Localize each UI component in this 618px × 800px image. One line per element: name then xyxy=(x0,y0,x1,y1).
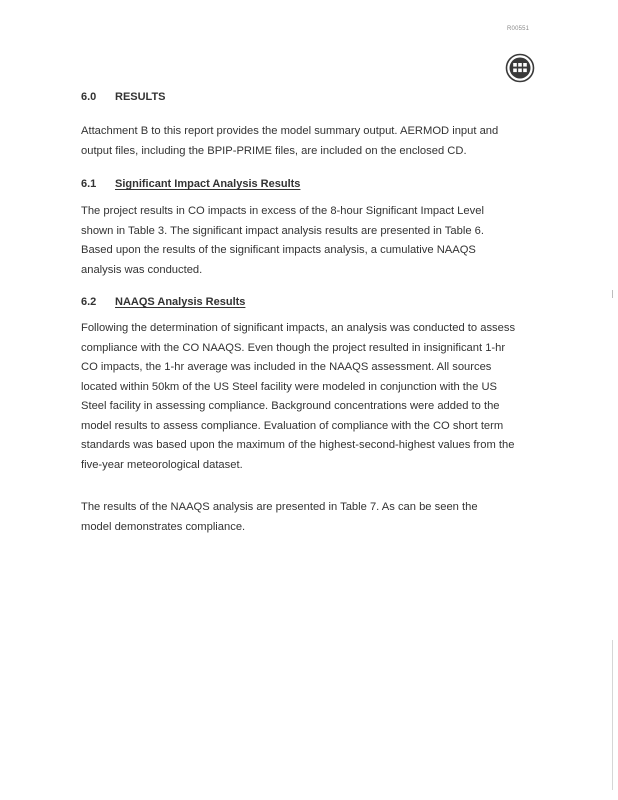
paragraph-line: Following the determination of significant impacts, an analysis was conducted to assess xyxy=(81,322,516,334)
paragraph-line: compliance with the CO NAAQS. Even though the project resulted in insignificant 1-hr xyxy=(81,341,506,354)
paragraph-line: located within 50km of the US Steel facility were modeled in conjunction with the US xyxy=(81,380,498,393)
paragraph-line: Based upon the results of the significant impacts analysis, a cumulative NAAQS xyxy=(81,244,476,256)
paragraph-line: five-year meteorological dataset. xyxy=(81,458,243,471)
paragraph-significant-impact xyxy=(81,202,546,280)
paragraph-line: model demonstrates compliance. xyxy=(81,520,246,533)
section-heading-6-1 xyxy=(81,178,300,190)
paragraph-line: shown in Table 3. The significant impact analysis results are presented in Table 6. xyxy=(81,224,484,237)
paragraph-naaqs-analysis xyxy=(81,319,546,475)
section-title: Significant Impact Analysis Results xyxy=(115,178,301,190)
paragraph-line: The results of the NAAQS analysis are presented in Table 7. As can be seen the xyxy=(81,501,478,513)
company-seal-icon xyxy=(505,53,535,83)
scan-edge-mark xyxy=(612,290,613,298)
paragraph-line: model results to assess compliance. Evaluation of compliance with the CO short term xyxy=(81,419,504,432)
paragraph-line: Attachment B to this report provides the model summary output. AERMOD input and xyxy=(81,125,499,137)
paragraph-naaqs-conclusion xyxy=(81,498,546,537)
section-heading-6-0 xyxy=(81,91,166,103)
section-heading-6-2 xyxy=(81,296,245,308)
scan-edge-mark xyxy=(612,640,613,790)
paragraph-line: The project results in CO impacts in excess of the 8-hour Significant Impact Level xyxy=(81,205,484,217)
paragraph-line: Steel facility in assessing compliance. Background concentrations were added to the xyxy=(81,400,500,412)
section-number: 6.0 xyxy=(81,91,97,103)
paragraph-results xyxy=(81,122,546,161)
paragraph-line: standards was based upon the maximum of the highest-second-highest values from the xyxy=(81,439,515,451)
section-number: 6.1 xyxy=(81,178,97,190)
paragraph-line: output files, including the BPIP-PRIME files, are included on the enclosed CD. xyxy=(81,144,467,157)
section-title: NAAQS Analysis Results xyxy=(115,296,246,308)
paragraph-line: CO impacts, the 1-hr average was included in the NAAQS assessment. All sources xyxy=(81,361,492,373)
paragraph-line: analysis was conducted. xyxy=(81,263,203,276)
section-number: 6.2 xyxy=(81,296,97,308)
section-title: RESULTS xyxy=(115,91,166,103)
document-id-stamp: R00551 xyxy=(507,26,530,32)
